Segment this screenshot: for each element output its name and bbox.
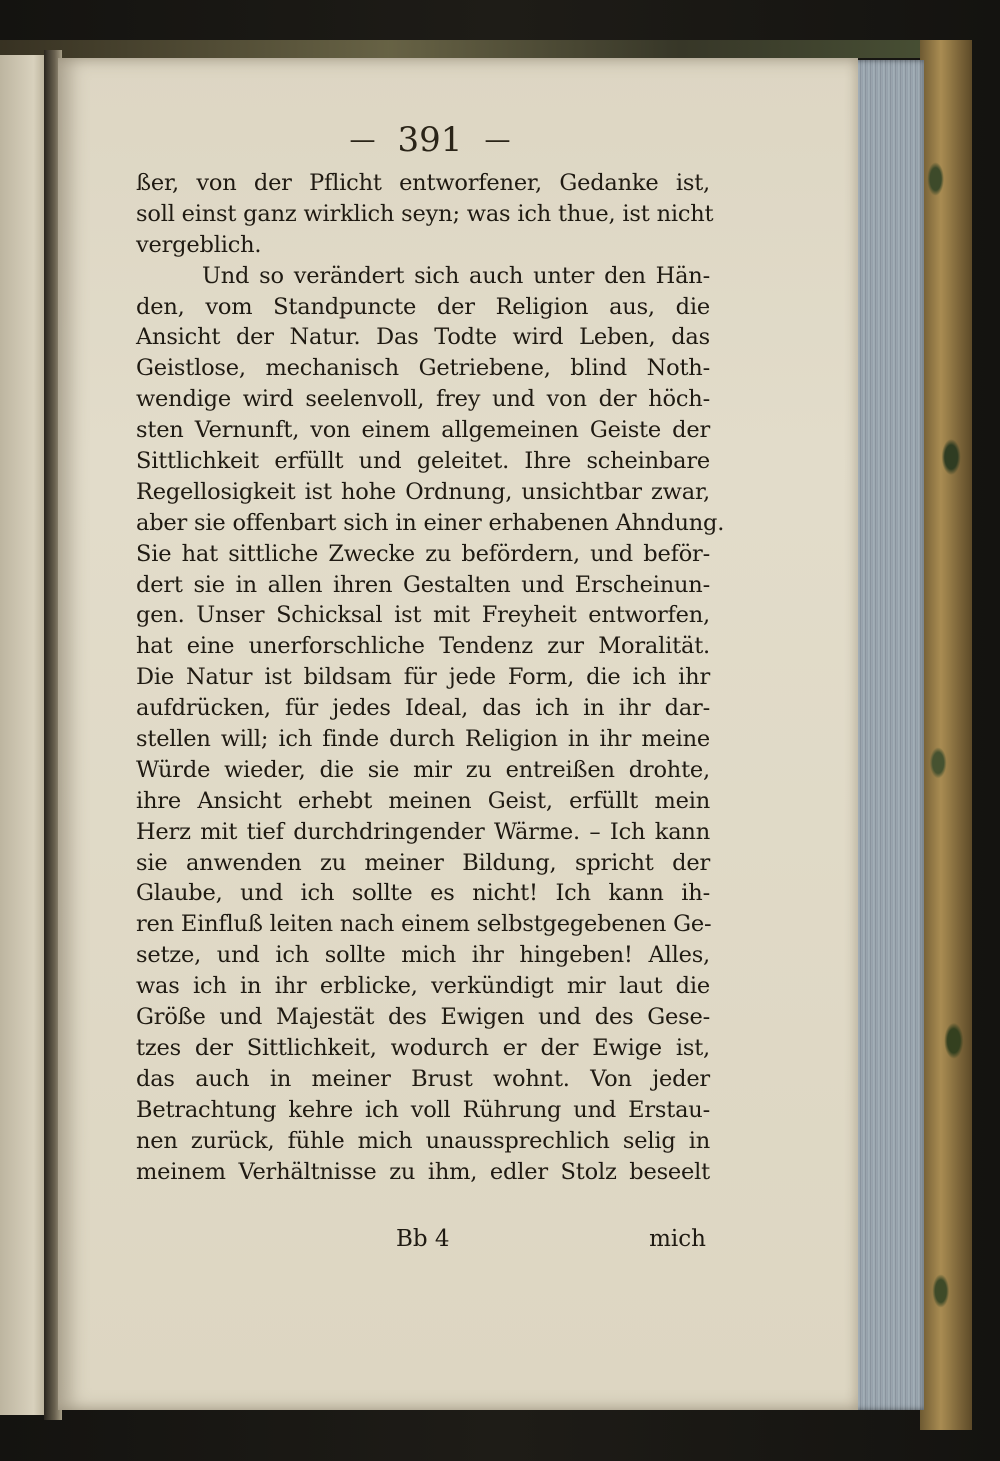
running-header (320, 120, 540, 160)
cover-top-edge (0, 40, 972, 58)
text-line: dert sie in allen ihren Gestalten und Erscheinun- (136, 571, 710, 598)
text-line: gen. Unser Schicksal ist mit Freyheit entworfen, (136, 602, 710, 629)
text-line: Würde wieder, die sie mir zu entreißen drohte, (136, 756, 710, 783)
text-line: Ansicht der Natur. Das Todte wird Leben, das (136, 324, 710, 351)
text-line: sie anwenden zu meiner Bildung, spricht der (136, 849, 710, 876)
text-line: setze, und ich sollte mich ihr hingeben! Alles, (136, 942, 710, 969)
text-line: vergeblich. (136, 231, 262, 258)
text-line: Sie hat sittliche Zwecke zu befördern, und beför- (136, 540, 710, 567)
header-dash-left: — (349, 125, 376, 155)
text-line: aber sie offenbart sich in einer erhabenen Ahndung. (136, 509, 725, 536)
text-line: Herz mit tief durchdringender Wärme. – Ich kann (136, 818, 710, 845)
marbled-cover-edge (920, 40, 972, 1430)
text-line: wendige wird seelenvoll, frey und von der höch- (136, 386, 710, 413)
header-dash-right: — (484, 125, 511, 155)
text-line: Betrachtung kehre ich voll Rührung und Erstau- (136, 1096, 710, 1123)
text-line: was ich in ihr erblicke, verkündigt mir laut die (136, 973, 710, 1000)
text-line: aufdrücken, für jedes Ideal, das ich in ihr dar- (136, 695, 710, 722)
text-line: tzes der Sittlichkeit, wodurch er der Ewige ist, (136, 1034, 710, 1061)
text-line: Glaube, und ich sollte es nicht! Ich kann ih- (136, 880, 710, 907)
catchword: mich (649, 1226, 706, 1252)
text-line: das auch in meiner Brust wohnt. Von jeder (136, 1065, 710, 1092)
text-line: sten Vernunft, von einem allgemeinen Geiste der (136, 417, 710, 444)
page-number: 391 (397, 120, 463, 160)
facing-page-edge (0, 55, 48, 1415)
text-line: Die Natur ist bildsam für jede Form, die ich ihr (136, 664, 710, 691)
text-line: soll einst ganz wirklich seyn; was ich thue, ist nicht (136, 200, 714, 227)
text-line: ren Einfluß leiten nach einem selbstgegebenen Ge- (136, 911, 712, 938)
text-line: Sittlichkeit erfüllt und geleitet. Ihre scheinbare (136, 448, 710, 475)
text-line: nen zurück, fühle mich unaussprechlich selig in (136, 1127, 710, 1154)
text-line: den, vom Standpuncte der Religion aus, die (136, 293, 710, 320)
text-line: Und so verändert sich auch unter den Hän- (202, 262, 710, 289)
text-line: Regellosigkeit ist hohe Ordnung, unsichtbar zwar, (136, 478, 710, 505)
text-line: meinem Verhältnisse zu ihm, edler Stolz beseelt (136, 1158, 710, 1185)
text-line: Größe und Majestät des Ewigen und des Gese- (136, 1004, 710, 1031)
text-line: hat eine unerforschliche Tendenz zur Moralität. (136, 633, 710, 660)
text-line: ßer, von der Pflicht entworfener, Gedanke ist, (136, 170, 710, 196)
text-line: ihre Ansicht erhebt meinen Geist, erfüllt mein (136, 787, 710, 814)
text-line: Geistlose, mechanisch Getriebene, blind Noth- (136, 355, 710, 382)
body-text (136, 168, 725, 1187)
signature-mark: Bb 4 (396, 1226, 450, 1252)
page-block-edges (852, 60, 924, 1410)
text-line: stellen will; ich finde durch Religion in ihr meine (136, 726, 710, 753)
page-footer (136, 1226, 710, 1258)
